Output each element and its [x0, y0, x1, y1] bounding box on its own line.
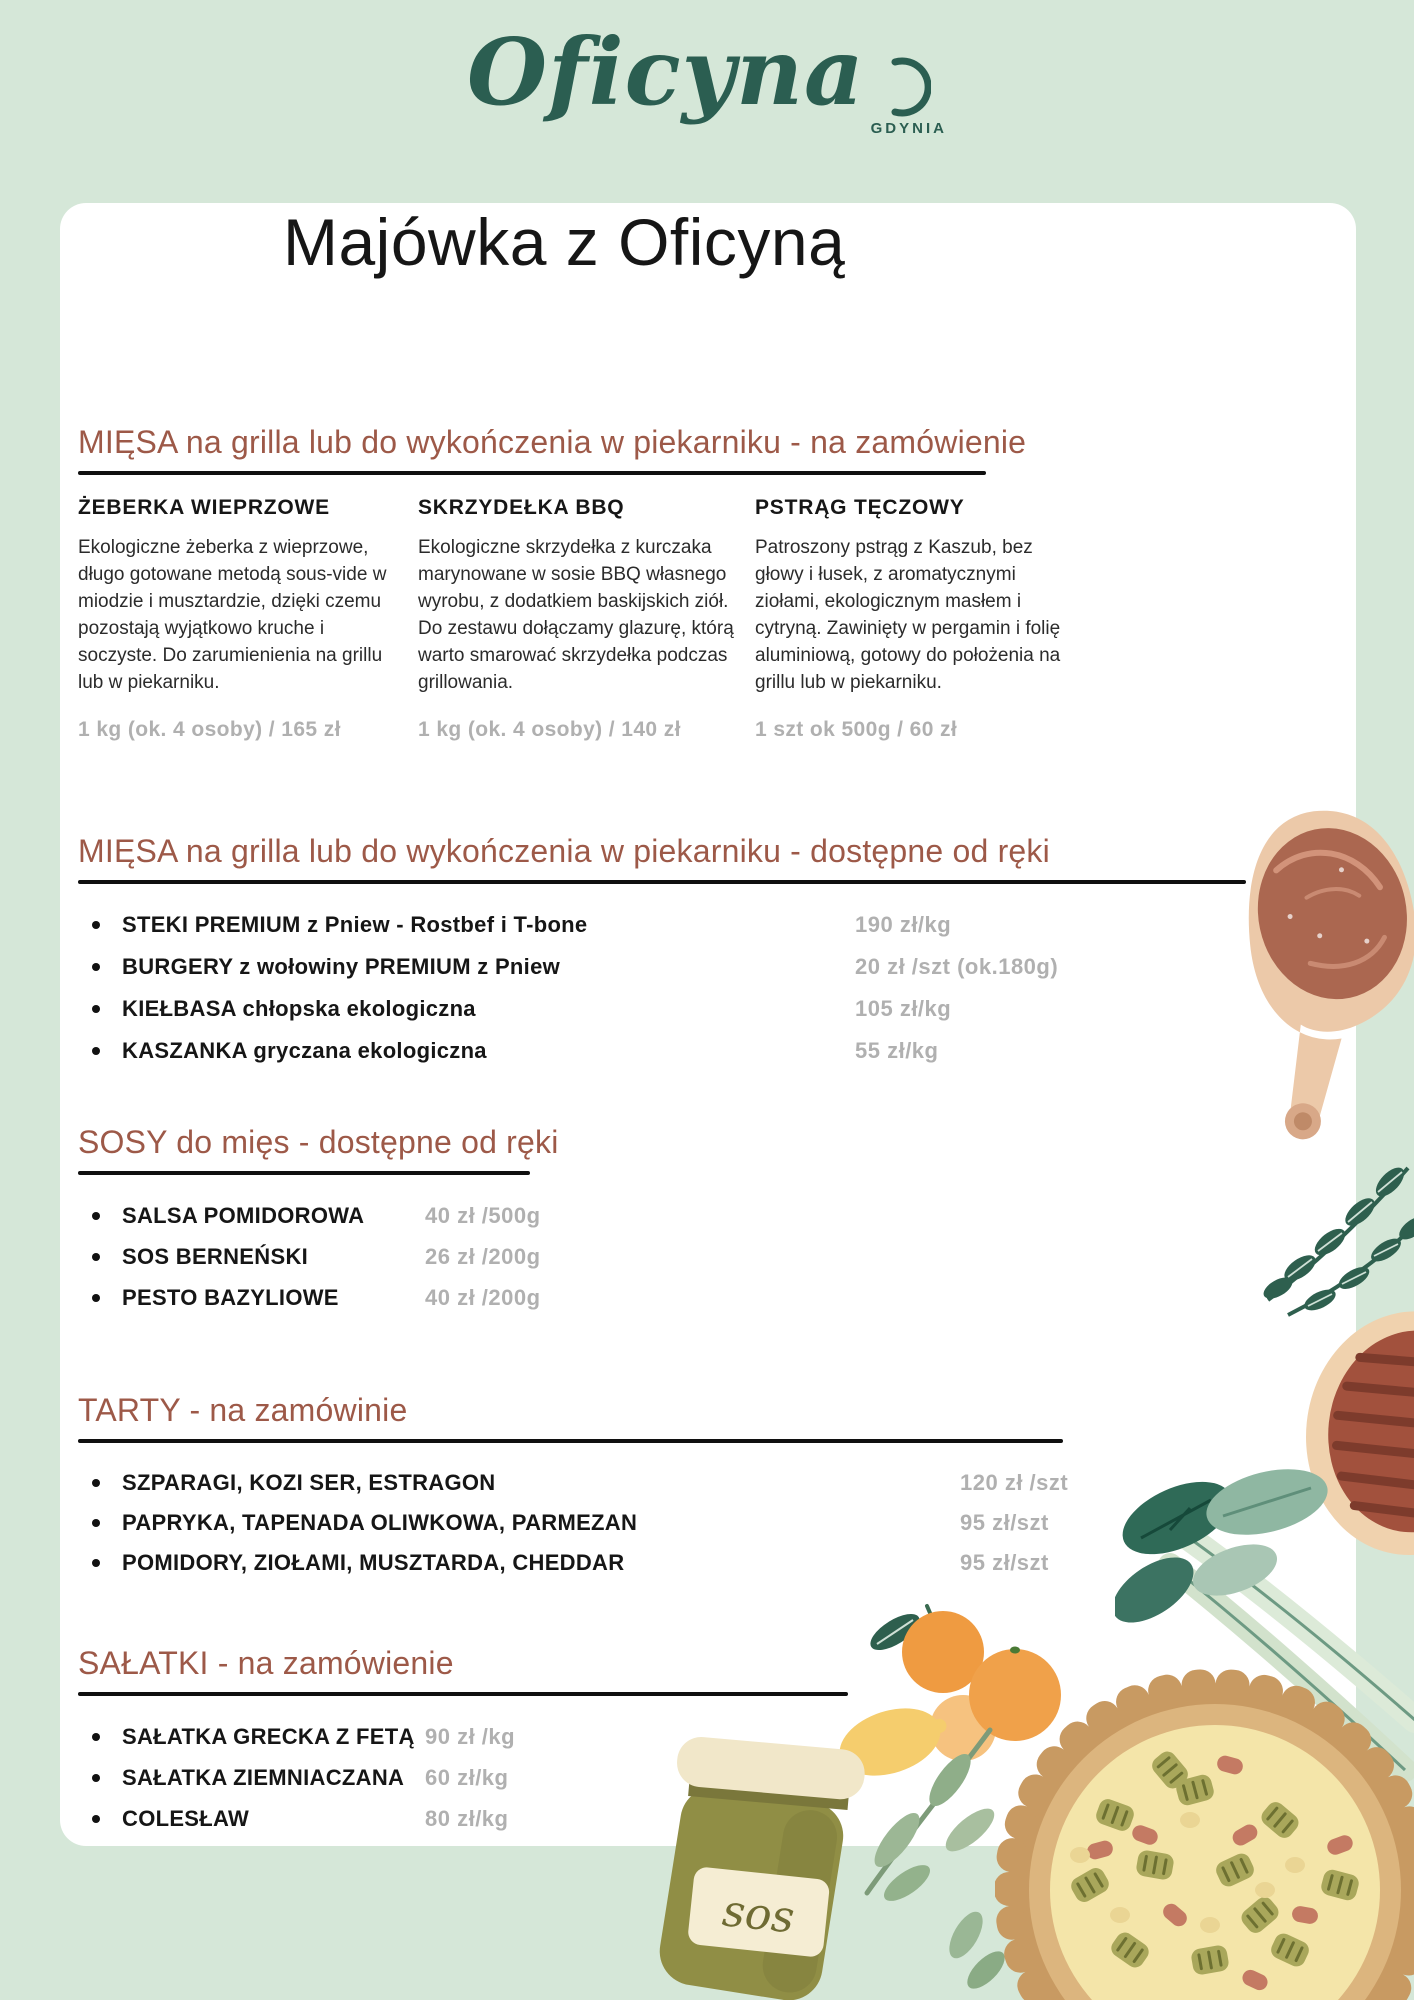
menu-list — [78, 1195, 778, 1318]
dish-column-skrzydelka — [418, 496, 738, 742]
bullet-icon — [92, 1559, 100, 1567]
bullet-icon — [92, 1005, 100, 1013]
sage-branch-icon — [852, 1718, 1007, 1903]
bullet-icon — [92, 1212, 100, 1220]
menu-list — [78, 1716, 778, 1839]
dish-description: Ekologiczne żeberka z wieprzowe, długo gotowane metodą sous-vide w miodzie i musztardzie, dzięki czemu pozostają wyjątkowo kruche i soczyste. Do zarumienienia na grillu lub w piekarniku. — [78, 537, 387, 693]
menu-item — [78, 1463, 1178, 1503]
herb-branch-icon — [1258, 1150, 1414, 1325]
item-price: 60 zł/kg — [425, 1764, 509, 1790]
item-name: SAŁATKA ZIEMNIACZANA — [122, 1764, 405, 1790]
jar-label: sos — [720, 1885, 797, 1944]
dish-column-pstrag — [755, 496, 1077, 742]
section-salads — [78, 1645, 778, 1839]
section-heading: MIĘSA na grilla lub do wykończenia w piekarniku - dostępne od ręki — [78, 833, 1050, 869]
item-price: 20 zł /szt (ok.180g) — [855, 954, 1059, 979]
dish-name: ŻEBERKA WIEPRZOWE — [78, 496, 330, 519]
section-meats-on-order — [78, 424, 1368, 741]
menu-list — [78, 904, 1368, 1072]
menu-item — [78, 1277, 778, 1318]
dish-price: 1 szt ok 500g / 60 zł — [755, 718, 958, 741]
section-underline — [78, 1692, 848, 1696]
menu-item — [78, 1543, 1178, 1583]
brand-city: GDYNIA — [870, 120, 947, 137]
brand-name: Oficyna — [467, 18, 865, 126]
item-name: COLESŁAW — [122, 1805, 250, 1831]
item-price: 190 zł/kg — [855, 912, 952, 937]
item-name: PESTO BAZYLIOWE — [122, 1284, 339, 1310]
bullet-icon — [92, 921, 100, 929]
section-underline — [78, 471, 986, 475]
item-name: SOS BERNEŃSKI — [122, 1243, 309, 1269]
menu-item — [78, 1716, 778, 1757]
menu-item — [78, 904, 1368, 946]
item-price: 105 zł/kg — [855, 996, 952, 1021]
item-name: KASZANKA gryczana ekologiczna — [122, 1038, 487, 1063]
menu-item — [78, 988, 1368, 1030]
section-sauces — [78, 1124, 778, 1318]
item-price: 26 zł /200g — [425, 1243, 541, 1269]
dish-name: PSTRĄG TĘCZOWY — [755, 496, 965, 519]
dish-price: 1 kg (ok. 4 osoby) / 165 zł — [78, 718, 341, 741]
bullet-icon — [92, 1519, 100, 1527]
dish-price: 1 kg (ok. 4 osoby) / 140 zł — [418, 718, 681, 741]
item-price: 90 zł /kg — [425, 1723, 516, 1749]
item-price: 40 zł /200g — [425, 1284, 541, 1310]
section-heading: MIĘSA na grilla lub do wykończenia w piekarniku - na zamówienie — [78, 424, 1027, 460]
dish-description: Ekologiczne skrzydełka z kurczaka marynowane w sosie BBQ własnego wyrobu, z dodatkiem baskijskich ziół. Do zestawu dołączamy glazurę, którą warto smarować skrzydełka podczas grillowania. — [418, 537, 734, 693]
dish-description: Patroszony pstrąg z Kaszub, bez głowy i łusek, z aromatycznymi ziołami, ekologicznym masłem i cytryną. Zawinięty w pergamin i folię aluminiową, gotowy do położenia na grillu lub w piekarniku. — [755, 537, 1061, 693]
menu-item — [78, 1236, 778, 1277]
section-underline — [78, 1171, 530, 1175]
bullet-icon — [92, 1815, 100, 1823]
item-name: PAPRYKA, TAPENADA OLIWKOWA, PARMEZAN — [122, 1510, 638, 1535]
section-underline — [78, 880, 1246, 884]
item-price: 95 zł/szt — [960, 1510, 1049, 1535]
item-price: 55 zł/kg — [855, 1038, 939, 1063]
bullet-icon — [92, 1733, 100, 1741]
item-name: POMIDORY, ZIOŁAMI, MUSZTARDA, CHEDDAR — [122, 1550, 625, 1575]
section-heading: TARTY - na zamówinie — [78, 1392, 408, 1428]
menu-item — [78, 1798, 778, 1839]
item-price: 95 zł/szt — [960, 1550, 1049, 1575]
item-name: KIEŁBASA chłopska ekologiczna — [122, 996, 476, 1021]
menu-item — [78, 1757, 778, 1798]
item-price: 120 zł /szt — [960, 1470, 1069, 1495]
item-name: BURGERY z wołowiny PREMIUM z Pniew — [122, 954, 561, 979]
bullet-icon — [92, 1253, 100, 1261]
item-price: 40 zł /500g — [425, 1202, 541, 1228]
dish-name: SKRZYDEŁKA BBQ — [418, 496, 625, 519]
section-underline — [78, 1439, 1063, 1443]
section-heading: SOSY do mięs - dostępne od ręki — [78, 1124, 559, 1160]
bullet-icon — [92, 1774, 100, 1782]
item-name: SALSA POMIDOROWA — [122, 1202, 365, 1228]
item-name: SAŁATKA GRECKA Z FETĄ — [122, 1723, 415, 1749]
bullet-icon — [92, 1479, 100, 1487]
menu-item — [78, 1030, 1368, 1072]
logo-arc-icon — [887, 56, 931, 118]
menu-list — [78, 1463, 1178, 1583]
section-heading: SAŁATKI - na zamówienie — [78, 1645, 454, 1681]
bullet-icon — [92, 963, 100, 971]
brand-logo — [0, 18, 1414, 137]
section-tarts — [78, 1392, 1178, 1583]
item-name: STEKI PREMIUM z Pniew - Rostbef i T-bone — [122, 912, 588, 937]
quiche-illustration — [995, 1650, 1414, 2000]
dish-column-zeberka — [78, 496, 390, 742]
page-title: Majówka z Oficyną — [283, 205, 846, 279]
bullet-icon — [92, 1047, 100, 1055]
item-price: 80 zł/kg — [425, 1805, 509, 1831]
section-meats-ready — [78, 833, 1368, 1072]
menu-item — [78, 1195, 778, 1236]
menu-item — [78, 946, 1368, 988]
logo-side — [871, 22, 947, 137]
bullet-icon — [92, 1294, 100, 1302]
item-name: SZPARAGI, KOZI SER, ESTRAGON — [122, 1470, 496, 1495]
menu-item — [78, 1503, 1178, 1543]
